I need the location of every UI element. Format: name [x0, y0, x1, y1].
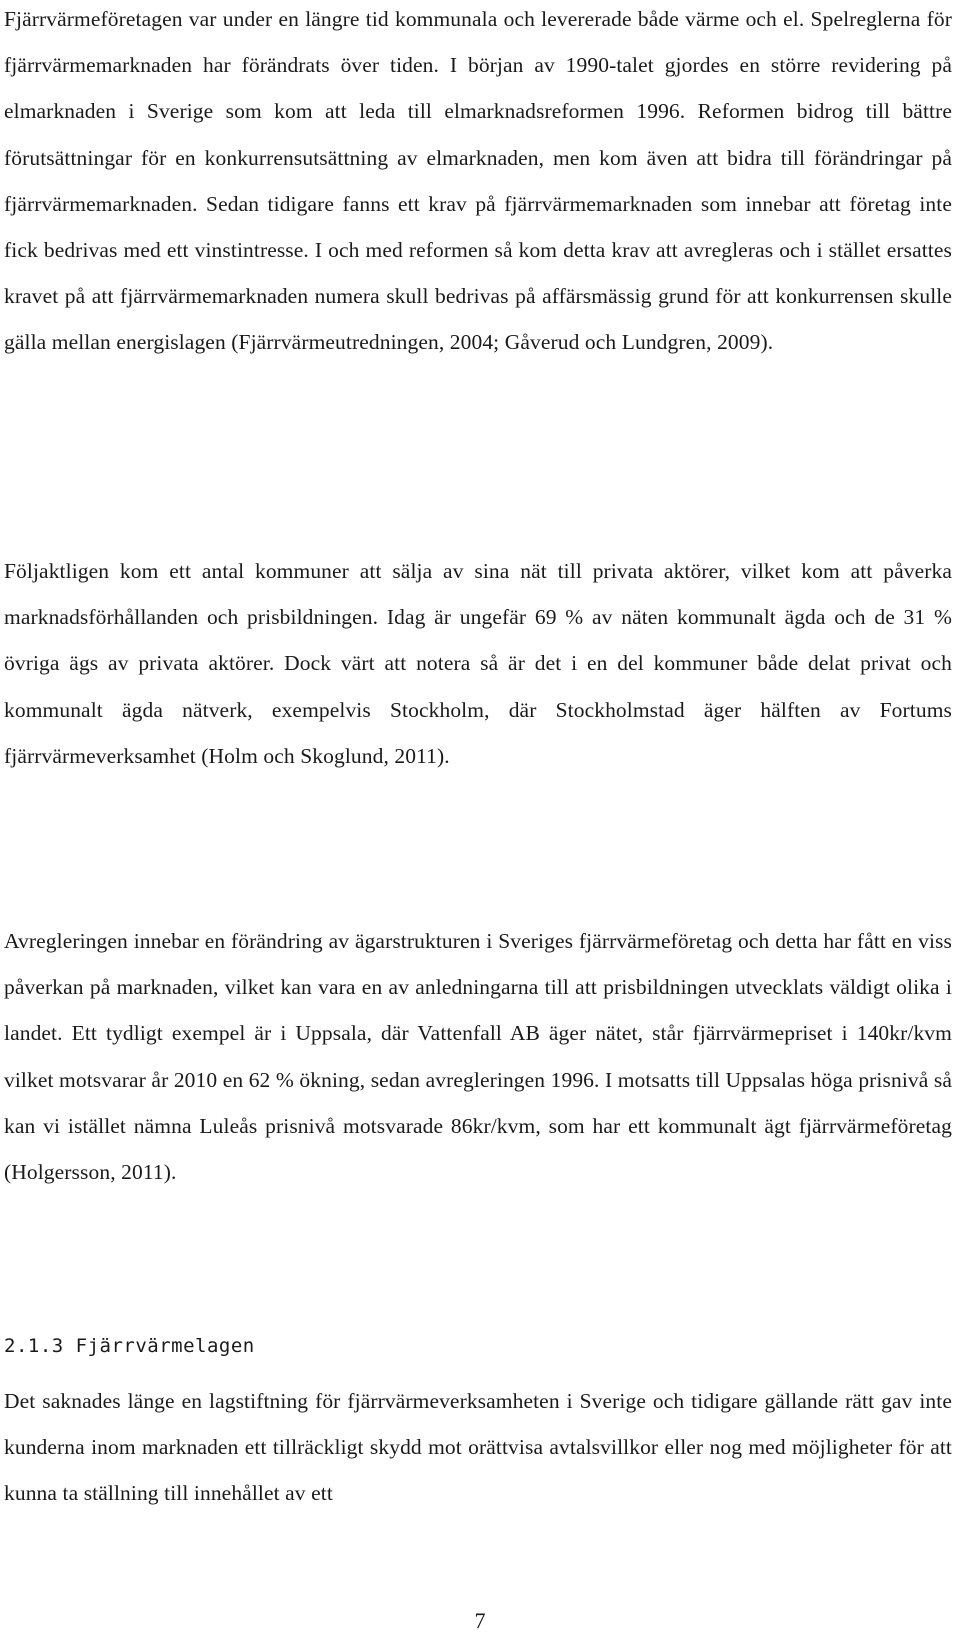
page-number: 7	[474, 1608, 486, 1633]
paragraph-district-heating-law: Det saknades länge en lagstiftning för fjärrvärmeverksamheten i Sverige och tidigare gällande rätt gav inte kunderna inom marknaden ett tillräckligt skydd mot orättvisa avtalsvillkor eller nog med möjligheter för att kunna ta ställning till innehållet av ett	[4, 1389, 952, 1506]
paragraph-price-development: Avregleringen innebar en förändring av ägarstrukturen i Sveriges fjärrvärmeföretag och detta har fått en viss påverkan på marknaden, vilket kan vara en av anledningarna till att prisbildningen utvecklats väldigt olika i landet. Ett tydligt exempel är i Uppsala, där Vattenfall AB äger nätet, står fjärrvärmepriset i 140kr/kvm vilket motsvarar år 2010 en 62 % ökning, sedan avregleringen 1996. I motsatts till Uppsalas höga prisnivå så kan vi istället nämna Luleås prisnivå motsvarade 86kr/kvm, som har ett kommunalt ägt fjärrvärmeföretag (Holgersson, 2011).	[4, 929, 952, 1185]
paragraph-municipal-ownership: Följaktligen kom ett antal kommuner att sälja av sina nät till privata aktörer, vilket kom att påverka marknadsförhållanden och prisbildningen. Idag är ungefär 69 % av näten kommunalt ägda och de 31 % övriga ägs av privata aktörer. Dock värt att notera så är det i en del kommuner både delat privat och kommunalt ägda nätverk, exempelvis Stockholm, där Stockholmstad äger hälften av Fortums fjärrvärmeverksamhet (Holm och Skoglund, 2011).	[4, 559, 952, 768]
paragraph-electricity-market-reform: Fjärrvärmeföretagen var under en längre tid kommunala och levererade både värme och el. Spelreglerna för fjärrvärmemarknaden har förändrats över tiden. I början av 1990-talet gjordes en större revidering på elmarknaden i Sverige som kom att leda till elmarknadsreformen 1996. Reformen bidrog till bättre förutsättningar för en konkurrensutsättning av elmarknaden, men kom även att bidra till förändringar på fjärrvärmemarknaden. Sedan tidigare fanns ett krav på fjärrvärmemarknaden som innebar att företag inte fick bedrivas med ett vinstintresse. I och med reformen så kom detta krav att avregleras och i stället ersattes kravet på att fjärrvärmemarknaden numera skull bedrivas på affärsmässig grund för att konkurrensen skulle gälla mellan energislagen (Fjärrvärmeutredningen, 2004; Gåverud och Lundgren, 2009).	[4, 7, 952, 355]
section-heading: 2.1.3 Fjärrvärmelagen	[4, 1335, 255, 1357]
